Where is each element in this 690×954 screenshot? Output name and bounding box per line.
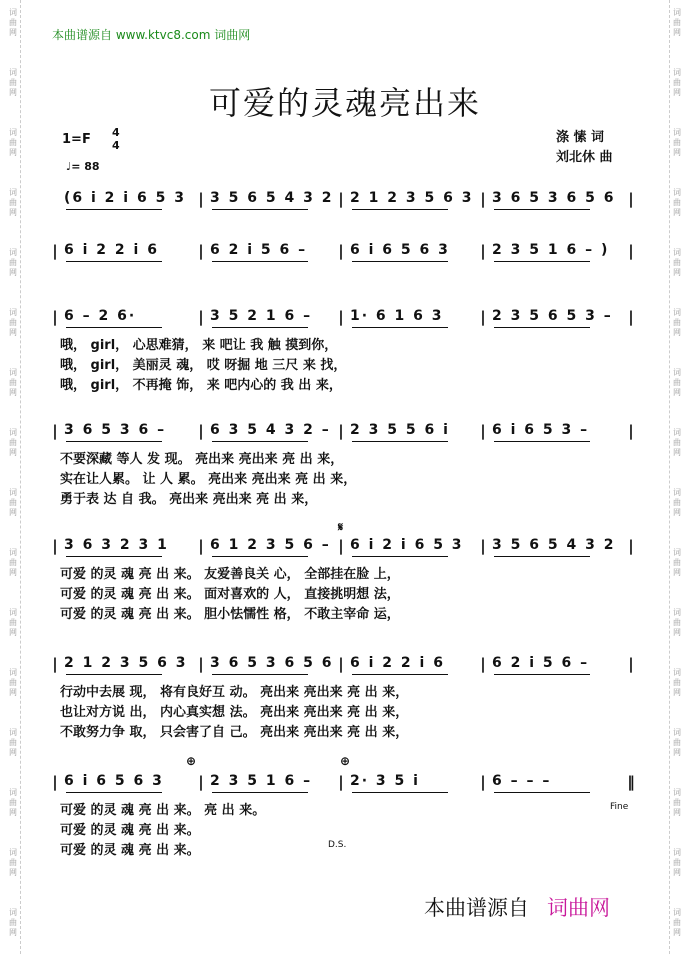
barline: | <box>628 190 634 208</box>
barline: | <box>52 655 58 673</box>
beam-underline <box>66 327 162 328</box>
barline: | <box>52 422 58 440</box>
beam-underline <box>494 674 590 675</box>
measure-notes: 2· 3 5 i <box>350 773 420 789</box>
lyric-verse: 可爱 的灵 魂 亮 出 来。 亮 出 来。 <box>60 803 266 818</box>
measure-notes: 6 – 2 6· <box>64 308 137 324</box>
barline: | <box>628 422 634 440</box>
beam-underline <box>352 209 448 210</box>
beam-underline <box>494 209 590 210</box>
margin-watermark: 词 曲 网 <box>9 488 17 517</box>
lyric-verse: 哦， girl， 心思难猜， 来 吧让 我 触 摸到你， <box>60 338 338 353</box>
beam-underline <box>494 327 590 328</box>
measure-notes: 6 i 2 2 i 6 <box>350 655 445 671</box>
measure-notes: 6 – – – <box>492 773 552 789</box>
margin-watermark: 词 曲 网 <box>9 248 17 277</box>
credits <box>556 128 613 168</box>
score-line <box>52 535 638 622</box>
barline: | <box>628 537 634 555</box>
measure-notes: 2 1 2 3 5 6 3 <box>350 190 474 206</box>
beam-underline <box>352 327 448 328</box>
beam-underline <box>212 441 308 442</box>
barline: | <box>338 190 344 208</box>
margin-watermark: 词 曲 网 <box>673 68 681 97</box>
composer: 刘北休 曲 <box>556 150 613 165</box>
beam-underline <box>212 792 308 793</box>
barline: | <box>52 242 58 260</box>
barline: | <box>480 773 486 791</box>
segno-mark: 𝄋 <box>338 520 344 534</box>
measure-notes: 3 5 2 1 6 – <box>210 308 313 324</box>
beam-underline <box>494 556 590 557</box>
score-line <box>52 306 638 393</box>
margin-watermark: 词 曲 网 <box>673 728 681 757</box>
beam-underline <box>212 209 308 210</box>
measure-notes: 6 i 6 5 6 3 <box>350 242 450 258</box>
margin-watermark: 词 曲 网 <box>9 128 17 157</box>
beam-underline <box>66 209 162 210</box>
margin-watermark: 词 曲 网 <box>673 428 681 457</box>
measure-notes: 3 5 6 5 4 3 2 <box>210 190 334 206</box>
barline: | <box>52 537 58 555</box>
barline: | <box>198 537 204 555</box>
barline: | <box>480 308 486 326</box>
margin-watermark: 词 曲 网 <box>9 788 17 817</box>
measure-notes: 2 1 2 3 5 6 3 <box>64 655 188 671</box>
margin-watermark: 词 曲 网 <box>9 668 17 697</box>
barline: | <box>338 422 344 440</box>
tempo-marking: ♩= 88 <box>66 160 100 173</box>
score-line <box>52 653 638 740</box>
barline: | <box>628 242 634 260</box>
margin-watermark: 词 曲 网 <box>673 308 681 337</box>
measure-notes: 6 i 6 5 3 – <box>492 422 590 438</box>
margin-watermark: 词 曲 网 <box>673 788 681 817</box>
margin-watermark: 词 曲 网 <box>9 428 17 457</box>
measure-notes: 3 6 5 3 6 – <box>64 422 167 438</box>
margin-watermark: 词 曲 网 <box>673 608 681 637</box>
ds-mark: D.S. <box>328 840 347 850</box>
margin-watermark: 词 曲 网 <box>9 848 17 877</box>
margin-watermark: 词 曲 网 <box>9 308 17 337</box>
beam-underline <box>352 792 448 793</box>
barline: | <box>198 773 204 791</box>
measure-notes: 6 i 2 2 i 6 <box>64 242 159 258</box>
margin-watermark: 词 曲 网 <box>9 68 17 97</box>
lyric-verse: 可爱 的灵 魂 亮 出 来。 <box>60 843 200 858</box>
beam-underline <box>494 792 590 793</box>
margin-watermark: 词 曲 网 <box>673 668 681 697</box>
margin-watermark: 词 曲 网 <box>673 188 681 217</box>
lyric-verse: 可爱 的灵 魂 亮 出 来。 胆小怯懦性 格， 不敢主宰命 运， <box>60 607 400 622</box>
barline: | <box>338 242 344 260</box>
margin-watermark: 词 曲 网 <box>9 8 17 37</box>
beam-underline <box>66 674 162 675</box>
beam-underline <box>352 441 448 442</box>
beam-underline <box>352 261 448 262</box>
beam-underline <box>494 441 590 442</box>
barline: | <box>198 422 204 440</box>
measure-notes: (6 i 2 i 6 5 3 <box>64 190 186 206</box>
margin-watermark: 词 曲 网 <box>673 908 681 937</box>
beam-underline <box>212 674 308 675</box>
barline: | <box>52 308 58 326</box>
source-header[interactable]: 本曲谱源自 www.ktvc8.com 词曲网 <box>52 28 251 42</box>
margin-watermark: 词 曲 网 <box>673 248 681 277</box>
lyric-verse: 勇于表 达 自 我。 亮出来 亮出来 亮 出 来， <box>60 492 318 507</box>
measure-notes: 2 3 5 5 6 i <box>350 422 450 438</box>
beam-underline <box>212 556 308 557</box>
barline: | <box>480 537 486 555</box>
lyric-verse: 可爱 的灵 魂 亮 出 来。 <box>60 823 200 838</box>
margin-watermark: 词 曲 网 <box>9 728 17 757</box>
lyric-verse: 可爱 的灵 魂 亮 出 来。 友爱善良关 心， 全部挂在脸 上， <box>60 567 400 582</box>
measure-notes: 3 6 5 3 6 5 6 <box>492 190 616 206</box>
measure-notes: 6 2 i 5 6 – <box>492 655 590 671</box>
score-line <box>52 420 638 507</box>
barline: | <box>198 655 204 673</box>
fine-mark: Fine <box>610 802 629 812</box>
right-margin-strip <box>669 0 684 954</box>
song-title: 可爱的灵魂亮出来 <box>208 84 481 122</box>
beam-underline <box>212 327 308 328</box>
lyric-verse: 实在让人累。 让 人 累。 亮出来 亮出来 亮 出 来， <box>60 472 357 487</box>
measure-notes: 2 3 5 6 5 3 – <box>492 308 613 324</box>
beam-underline <box>494 261 590 262</box>
beam-underline <box>352 674 448 675</box>
lyricist: 涤 愫 词 <box>556 130 605 145</box>
lyric-verse: 哦， girl， 美丽灵 魂， 哎 呀掘 地 三尺 来 找， <box>60 358 347 373</box>
margin-watermark: 词 曲 网 <box>673 368 681 397</box>
measure-notes: 6 2 i 5 6 – <box>210 242 308 258</box>
beam-underline <box>212 261 308 262</box>
barline: | <box>198 242 204 260</box>
measure-notes: 6 3 5 4 3 2 – <box>210 422 331 438</box>
lyric-verse: 哦， girl， 不再掩 饰， 来 吧内心的 我 出 来， <box>60 378 342 393</box>
margin-watermark: 词 曲 网 <box>673 548 681 577</box>
measure-notes: 6 1 2 3 5 6 – <box>210 537 331 553</box>
beam-underline <box>66 261 162 262</box>
margin-watermark: 词 曲 网 <box>673 8 681 37</box>
lyric-verse: 不要深藏 等人 发 现。 亮出来 亮出来 亮 出 来， <box>60 452 344 467</box>
measure-notes: 3 5 6 5 4 3 2 <box>492 537 616 553</box>
barline: | <box>198 308 204 326</box>
margin-watermark: 词 曲 网 <box>673 488 681 517</box>
measure-notes: 2 3 5 1 6 – ) <box>492 242 610 258</box>
lyric-verse: 可爱 的灵 魂 亮 出 来。 面对喜欢的 人， 直接挑明想 法， <box>60 587 400 602</box>
barline: | <box>628 655 634 673</box>
barline: | <box>338 308 344 326</box>
barline: | <box>198 190 204 208</box>
margin-watermark: 词 曲 网 <box>9 608 17 637</box>
measure-notes: 2 3 5 1 6 – <box>210 773 313 789</box>
lyric-verse: 行动中去展 现， 将有良好互 动。 亮出来 亮出来 亮 出 来， <box>60 685 409 700</box>
margin-watermark: 词 曲 网 <box>9 548 17 577</box>
barline: | <box>338 773 344 791</box>
margin-watermark: 词 曲 网 <box>673 848 681 877</box>
measure-notes: 3 6 5 3 6 5 6 <box>210 655 334 671</box>
margin-watermark: 词 曲 网 <box>673 128 681 157</box>
barline: | <box>338 655 344 673</box>
barline: | <box>480 422 486 440</box>
barline: | <box>628 308 634 326</box>
beam-underline <box>352 556 448 557</box>
score-line <box>52 771 638 858</box>
coda-mark: ⊕ <box>186 754 197 768</box>
beam-underline <box>66 441 162 442</box>
barline: | <box>480 190 486 208</box>
key-signature: 1=F <box>62 132 91 147</box>
measure-notes: 6 i 2 i 6 5 3 <box>350 537 464 553</box>
left-margin-strip <box>6 0 21 954</box>
margin-watermark: 词 曲 网 <box>9 908 17 937</box>
measure-notes: 3 6 3 2 3 1 <box>64 537 169 553</box>
measure-notes: 6 i 6 5 6 3 <box>64 773 164 789</box>
margin-watermark: 词 曲 网 <box>9 368 17 397</box>
beam-underline <box>66 556 162 557</box>
barline: | <box>480 242 486 260</box>
beam-underline <box>66 792 162 793</box>
measure-notes: 1· 6 1 6 3 <box>350 308 444 324</box>
time-signature: 4 4 <box>112 126 120 152</box>
barline: ‖ <box>627 773 635 791</box>
barline: | <box>338 537 344 555</box>
barline: | <box>52 773 58 791</box>
footer-source[interactable]: 本曲谱源自 词曲网 <box>424 896 610 920</box>
margin-watermark: 词 曲 网 <box>9 188 17 217</box>
barline: | <box>480 655 486 673</box>
lyric-verse: 也让对方说 出， 内心真实想 法。 亮出来 亮出来 亮 出 来， <box>60 705 409 720</box>
coda-mark: ⊕ <box>340 754 351 768</box>
lyric-verse: 不敢努力争 取， 只会害了自 己。 亮出来 亮出来 亮 出 来， <box>60 725 409 740</box>
